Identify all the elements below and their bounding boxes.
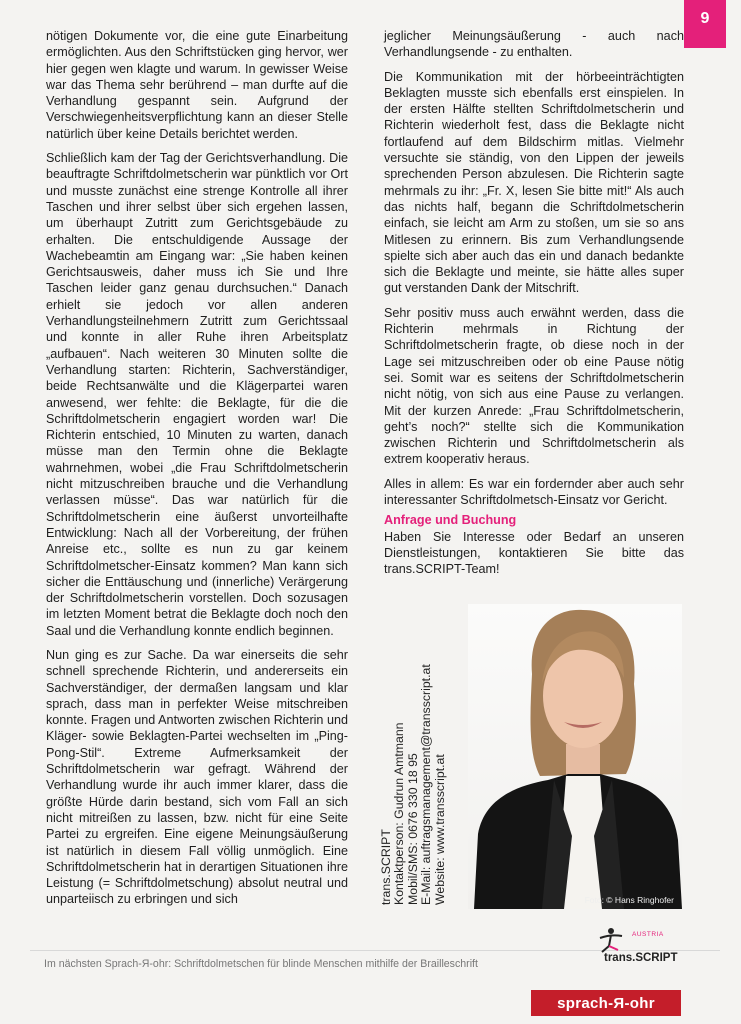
portrait-illustration	[468, 604, 682, 909]
magazine-brand: sprach-Я-ohr	[531, 990, 681, 1016]
contact-website: Website: www.transscript.at	[432, 754, 447, 905]
logo-name: trans.SCRIPT	[604, 952, 678, 964]
photo-credit: Foto: © Hans Ringhofer	[584, 895, 674, 905]
paragraph: jeglicher Meinungsäußerung - auch nach Verhandlungsende - zu enthalten.	[384, 29, 684, 60]
contact-phone: Mobil/SMS: 0676 330 18 95	[405, 753, 420, 905]
left-text-column	[46, 28, 348, 916]
contact-company: trans.SCRIPT	[379, 829, 393, 905]
page-number: 9	[684, 0, 726, 48]
transscript-logo-icon	[596, 926, 626, 954]
inquiry-heading: Anfrage und Buchung	[384, 513, 517, 528]
paragraph: Sehr positiv muss auch erwähnt werden, dass die Richterin mehrmals in Richtung der Schriftdolmetscherin fragte, ob diese noch in der Lage sei mitzuschreiben oder ob eine Pause nötig sei. Somit war es seitens der Schriftdolmetscherin nicht nötig, von sich aus eine Pause zu verlangen. Mit der kurzen Anrede: „Frau Schriftdolmetscherin, geht’s noch?“ stellte sich die Kommunikation zwischen Richterin und Schriftdolmetscherin als extrem kooperativ heraus.	[384, 305, 684, 467]
contact-block	[380, 664, 447, 905]
right-text-column	[384, 28, 684, 586]
paragraph: Die Kommunikation mit der hörbeeinträchtigten Beklagten musste sich ebenfalls erst einspielen. In der ersten Hälfte stellten Schriftdolmetscherin und Richterin wiederholt fest, dass die Beklagte nicht fortlaufend auf dem Bildschirm mitlas. Vielmehr versuchte sie ständig, von den Lippen der jeweils sprechenden Person abzulesen. Die Richterin sagte mehrmals zu ihr: „Fr. X, lesen Sie bitte mit!“ Als auch das nichts half, begann die Schriftdolmetscherin einfach, sie leicht am Arm zu stoßen, um sie so ans Mitlesen zu erinnern. Bis zum Verhandlungsende spielte sich aber auch das ein und danach bedankte sich die Beklagte und meinte, sie hätte alles super gut verstanden Dank der Mitschrift.	[384, 69, 684, 296]
footer-next-issue: Im nächsten Sprach-Я-ohr: Schriftdolmetschen für blinde Menschen mithilfe der Brailleschrift	[44, 958, 478, 970]
paragraph: Schließlich kam der Tag der Gerichtsverhandlung. Die beauftragte Schriftdolmetscherin war pünktlich vor Ort und musste zunächst eine strenge Kontrolle all ihrer Taschen und ihrer selbst über sich ergehen lassen, um überhaupt Zutritt zum Gerichtsgebäude zu erhalten. Die entschuldigende Aussage der Wachebeamtin am Eingang war: „Sie haben keinen Gerichtsausweis, daher muss ich Sie und Ihre Taschen leider ganz genau durchsuchen.“ Danach erhielt sie jedoch vor allen anderen Verhandlungsteilnehmern Zutritt zum Gerichtssaal und konnte in aller Ruhe ihren Arbeitsplatz „aufbauen“. Nach weiteren 30 Minuten sollte die Verhandlung starten: Richterin, Sachverständiger, beide Rechtsanwälte und die Klägerpartei waren anwesend, wer fehlte: die Beklagte, für die die Schriftdolmetscherin engagiert worden war! Die Richterin entschied, 10 Minuten zu warten, danach müsse man den Termin ohne die Beklagte wahrnehmen, wobei „die Frau Schriftdolmetscherin nicht mitzuschreiben brauche und die Verhandlung verlassen müsse“. Das war natürlich für die Schriftdolmetscherin eine äußerst unvorteilhafte Entwicklung: Nach all der Vorbereitung, der frühen Anreise etc., sollte es nun zu gar keinem Schriftdolmetscher-Einsatz kommen? Man kann sich sicher die Enttäuschung und (innerliche) Verärgerung der Schriftdolmetscherin vorstellen. Doch sozusagen im letzten Moment betrat die Beklagte doch noch den Saal und die Verhandlung konnte endlich beginnen.	[46, 151, 348, 638]
logo-tagline: AUSTRIA	[632, 931, 664, 938]
paragraph: nötigen Dokumente vor, die eine gute Einarbeitung ermöglichten. Aus den Schriftstücken ging hervor, wer hier gegen wen klagte und warum. In gewisser Weise war das Thema sehr berührend – man durfte auf die Verhandlung gespannt sein. Aufgrund der Verschwiegenheitsverpflichtung kann an dieser Stelle natürlich über keine Details berichtet werden.	[46, 29, 348, 141]
inquiry-text: Haben Sie Interesse oder Bedarf an unseren Dienstleistungen, kontaktieren Sie bitte das trans.SCRIPT-Team!	[384, 529, 684, 577]
contact-email: E-Mail: auftragsmanagement@transscript.at	[419, 664, 434, 905]
portrait-photo	[468, 604, 682, 909]
paragraph: Alles in allem: Es war ein fordernder aber auch sehr interessanter Schriftdolmetsch-Einsatz vor Gericht.	[384, 476, 684, 508]
contact-person: Kontaktperson: Gudrun Amtmann	[392, 722, 407, 905]
paragraph: Nun ging es zur Sache. Da war einerseits die sehr schnell sprechende Richterin, und andererseits ein Sachverständiger, der dermaßen langsam und klar sprach, dass man in perfekter Weise mitschreiben konnte. Fragen und Antworten zwischen Richterin und Kläger- sowie Beklagten-Partei wechselten im „Ping-Pong-Stil“. Extreme Aufmerksamkeit der Schriftdolmetscherin war gefragt. Während der Verhandlung wurde ihr auch immer klarer, dass die größte Hürde darin bestand, sich vom Fall an sich nicht mitreißen zu lassen, bzw. nicht für eine Seite Partei zu ergreifen. Eine eigene Meinungsäußerung ist natürlich in diesem Fall völlig unmöglich. Eine Schriftdolmetscherin hat in derartigen Situationen ihre Leistung (= Schriftdolmetschung) absolut neutral und unparteiisch zu erbringen und sich	[46, 647, 348, 907]
